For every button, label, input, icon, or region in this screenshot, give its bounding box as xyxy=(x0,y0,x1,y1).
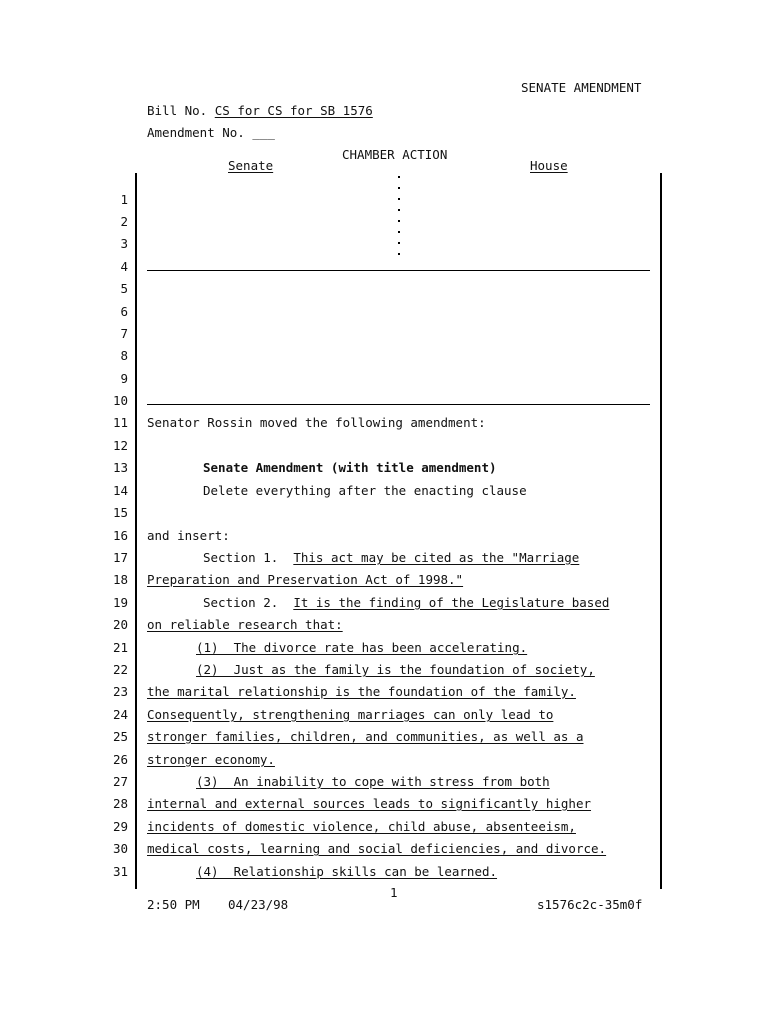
divider-dot xyxy=(398,242,400,244)
section-2-line xyxy=(203,595,609,610)
finding-1: (1) The divorce rate has been accelerating. xyxy=(196,640,528,655)
line-number: 12 xyxy=(112,438,128,453)
line-number: 30 xyxy=(112,841,128,856)
house-label: House xyxy=(530,158,568,173)
finding-2-cont: stronger families, children, and communities, as well as a xyxy=(147,729,584,744)
chamber-action-rule-top xyxy=(147,270,650,271)
section-1-number: Section 1. xyxy=(203,550,294,565)
section-2-text: It is the finding of the Legislature based xyxy=(293,595,610,610)
line-number: 29 xyxy=(112,819,128,834)
line-number: 27 xyxy=(112,774,128,789)
line-number: 9 xyxy=(120,371,128,386)
senate-label: Senate xyxy=(228,158,274,173)
line-number: 18 xyxy=(112,572,128,587)
finding-3-cont: incidents of domestic violence, child abuse, absenteeism, xyxy=(147,819,576,834)
footer-date: 04/23/98 xyxy=(228,897,289,912)
line-number: 19 xyxy=(112,595,128,610)
document-code: s1576c2c-35m0f xyxy=(537,897,643,912)
section-1-text-cont: Preparation and Preservation Act of 1998." xyxy=(147,572,464,587)
chamber-action-rule-bottom xyxy=(147,404,650,405)
line-number: 15 xyxy=(112,505,128,520)
line-number: 7 xyxy=(120,326,128,341)
insert-instruction: and insert: xyxy=(147,528,230,543)
left-margin-rule xyxy=(135,173,137,889)
line-number: 8 xyxy=(120,348,128,363)
divider-dot xyxy=(398,220,400,222)
footer-time: 2:50 PM xyxy=(147,897,200,912)
line-number: 13 xyxy=(112,460,128,475)
section-1-line xyxy=(203,550,579,565)
right-margin-rule xyxy=(660,173,662,889)
divider-dot xyxy=(398,253,400,255)
bill-number: CS for CS for SB 1576 xyxy=(214,103,373,118)
finding-2-cont: Consequently, strengthening marriages can only lead to xyxy=(147,707,554,722)
delete-instruction: Delete everything after the enacting clause xyxy=(203,483,527,498)
divider-dot xyxy=(398,231,400,233)
line-number: 17 xyxy=(112,550,128,565)
divider-dot xyxy=(398,176,400,178)
divider-dot xyxy=(398,209,400,211)
line-number: 28 xyxy=(112,796,128,811)
line-number: 2 xyxy=(120,214,128,229)
chamber-action-title: CHAMBER ACTION xyxy=(342,147,448,162)
page-number: 1 xyxy=(390,885,398,900)
line-number: 6 xyxy=(120,304,128,319)
amendment-label: Amendment No. xyxy=(147,125,245,140)
line-number: 5 xyxy=(120,281,128,296)
amendment-heading: Senate Amendment (with title amendment) xyxy=(203,460,497,475)
line-number: 25 xyxy=(112,729,128,744)
finding-2: (2) Just as the family is the foundation of society, xyxy=(196,662,595,677)
finding-2-cont: the marital relationship is the foundation of the family. xyxy=(147,684,576,699)
bill-number-line xyxy=(147,103,373,118)
section-2-number: Section 2. xyxy=(203,595,294,610)
finding-4: (4) Relationship skills can be learned. xyxy=(196,864,498,879)
finding-2-cont: stronger economy. xyxy=(147,752,275,767)
line-number: 1 xyxy=(120,192,128,207)
finding-3: (3) An inability to cope with stress from both xyxy=(196,774,550,789)
line-number: 31 xyxy=(112,864,128,879)
amendment-number-line xyxy=(147,125,275,140)
line-number: 11 xyxy=(112,415,128,430)
divider-dot xyxy=(398,187,400,189)
finding-3-cont: medical costs, learning and social deficiencies, and divorce. xyxy=(147,841,607,856)
line-number: 14 xyxy=(112,483,128,498)
line-number: 26 xyxy=(112,752,128,767)
line-number: 4 xyxy=(120,259,128,274)
motion-text: Senator Rossin moved the following amendment: xyxy=(147,415,486,430)
document-type: SENATE AMENDMENT xyxy=(521,80,642,95)
bill-label: Bill No. xyxy=(147,103,208,118)
section-2-text-cont: on reliable research that: xyxy=(147,617,343,632)
line-number: 3 xyxy=(120,236,128,251)
line-number: 23 xyxy=(112,684,128,699)
divider-dot xyxy=(398,198,400,200)
amendment-blank: ___ xyxy=(252,125,275,140)
line-number: 21 xyxy=(112,640,128,655)
line-number: 20 xyxy=(112,617,128,632)
line-number: 24 xyxy=(112,707,128,722)
line-number: 16 xyxy=(112,528,128,543)
line-number: 22 xyxy=(112,662,128,677)
line-number: 10 xyxy=(112,393,128,408)
section-1-text: This act may be cited as the "Marriage xyxy=(293,550,580,565)
finding-3-cont: internal and external sources leads to significantly higher xyxy=(147,796,592,811)
